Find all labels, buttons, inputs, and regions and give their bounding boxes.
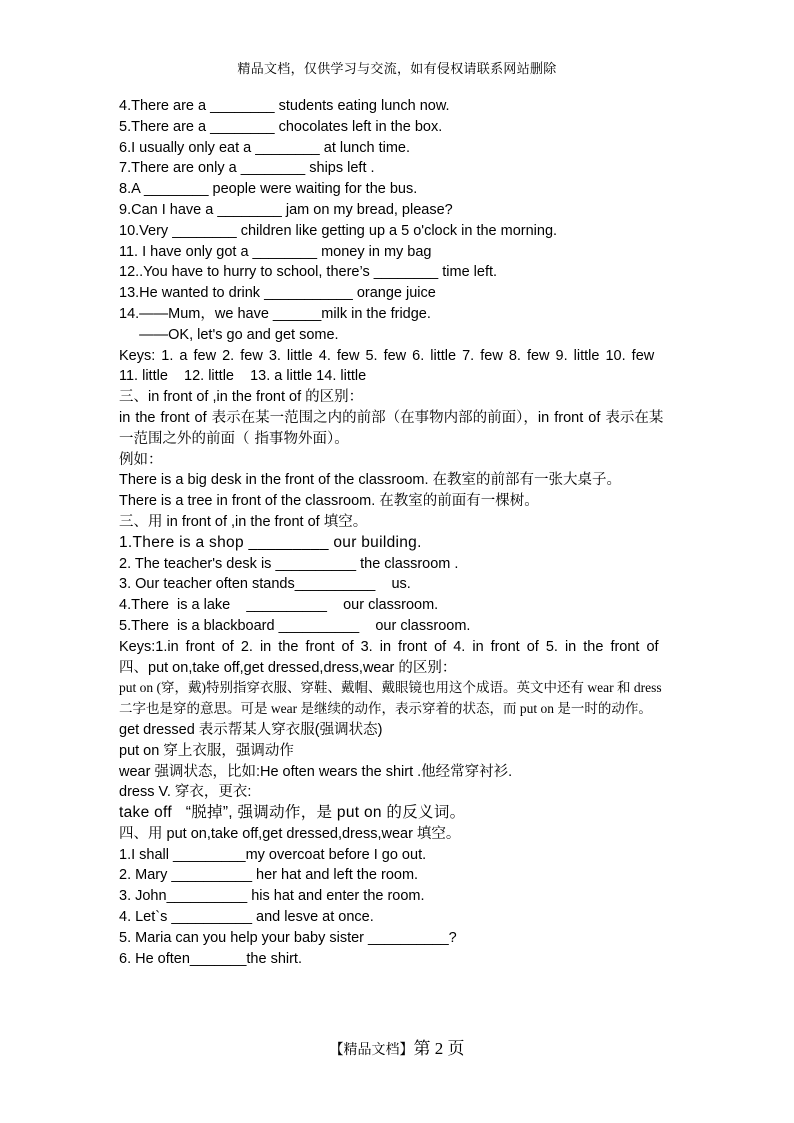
section-heading: 四、用 put on,take off,get dressed,dress,wear 填空。 [119, 825, 461, 842]
exercise-line: 2. The teacher's desk is __________ the classroom . [119, 555, 459, 572]
section-heading: 三、in front of ,in the front of 的区别： [119, 389, 364, 406]
answer-keys: Keys:1.in front of 2. in the front of 3. in front of 4. in front of 5. in the front of [119, 638, 659, 655]
example-sentence: There is a big desk in the front of the classroom. 在教室的前部有一张大桌子。 [119, 472, 622, 489]
section-heading: 四、put on,take off,get dressed,dress,wear 的区别： [119, 659, 457, 676]
answer-keys: Keys: 1. a few 2. few 3. little 4. few 5. few 6. little 7. few 8. few 9. little 10. few [119, 347, 655, 364]
exercise-line: 7.There are only a ________ ships left . [119, 160, 375, 177]
page-footer [0, 1034, 794, 1059]
example-label: 例如： [119, 451, 163, 468]
section-heading: 三、用 in front of ,in the front of 填空。 [119, 513, 368, 530]
exercise-line: 3. Our teacher often stands__________ us. [119, 576, 411, 593]
definition-line: put on 穿上衣服，强调动作 [119, 742, 294, 759]
exercise-line: 9.Can I have a ________ jam on my bread, please? [119, 201, 453, 218]
exercise-line: 5.There are a ________ chocolates left in the box. [119, 118, 443, 135]
page-number: 第 2 页 [413, 1039, 465, 1058]
exercise-line: 12..You have to hurry to school, there’s ________ time left. [119, 264, 498, 281]
exercise-line: 6.I usually only eat a ________ at lunch time. [119, 139, 410, 156]
explanation-paragraph: in the front of 表示在某一范围之内的前部（在事物内部的前面），in front of 表示在某一范围之外的前面（ 指事物外面）。 [119, 409, 664, 447]
example-sentence: There is a tree in front of the classroom. 在教室的前面有一棵树。 [119, 493, 539, 510]
definition-line: get dressed 表示帮某人穿衣服(强调状态) [119, 721, 383, 738]
exercise-line: 2. Mary __________ her hat and left the room. [119, 867, 419, 884]
exercise-line: 14.——Mum，we have ______milk in the fridge. [119, 305, 431, 322]
definition-line: take off “脱掉”, 强调动作，是 put on 的反义词。 [119, 804, 466, 822]
page-header: 精品文档，仅供学习与交流，如有侵权请联系网站删除 [237, 62, 557, 77]
exercise-line: 10.Very ________ children like getting up a 5 o'clock in the morning. [119, 222, 558, 239]
exercise-line: 4.There is a lake __________ our classroom. [119, 597, 439, 614]
exercise-line: 13.He wanted to drink ___________ orange juice [119, 285, 436, 302]
exercise-line: ——OK, let's go and get some. [119, 326, 339, 343]
exercise-line: 4. Let`s __________ and lesve at once. [119, 909, 374, 926]
document-body [119, 96, 677, 969]
footer-badge: 【精品文档】 [329, 1042, 414, 1058]
exercise-line: 4.There are a ________ students eating lunch now. [119, 98, 450, 114]
explanation-paragraph: put on (穿，戴)特别指穿衣服、穿鞋、戴帽、戴眼镜也用这个成语。英文中还有 wear 和 dress 二字也是穿的意思。可是 wear 是继续的动作，表示穿着的状态，而 put on 是一时的动作。 [119, 680, 662, 717]
exercise-line: 11. I have only got a ________ money in my bag [119, 243, 432, 260]
answer-keys-cont: 11. little 12. little 13. a little 14. little [119, 368, 367, 385]
definition-line: wear 强调状态，比如:He often wears the shirt .他经常穿衬衫. [119, 763, 513, 780]
definition-line: dress V. 穿衣，更衣: [119, 784, 252, 801]
exercise-line: 5.There is a blackboard __________ our classroom. [119, 617, 471, 634]
exercise-line: 8.A ________ people were waiting for the bus. [119, 181, 418, 198]
exercise-line: 3. John__________ his hat and enter the room. [119, 888, 425, 905]
exercise-line: 5. Maria can you help your baby sister __________? [119, 929, 457, 946]
exercise-line: 6. He often_______the shirt. [119, 950, 302, 967]
exercise-line: 1.There is a shop _________ our building. [119, 533, 422, 551]
exercise-line: 1.I shall _________my overcoat before I go out. [119, 846, 427, 863]
